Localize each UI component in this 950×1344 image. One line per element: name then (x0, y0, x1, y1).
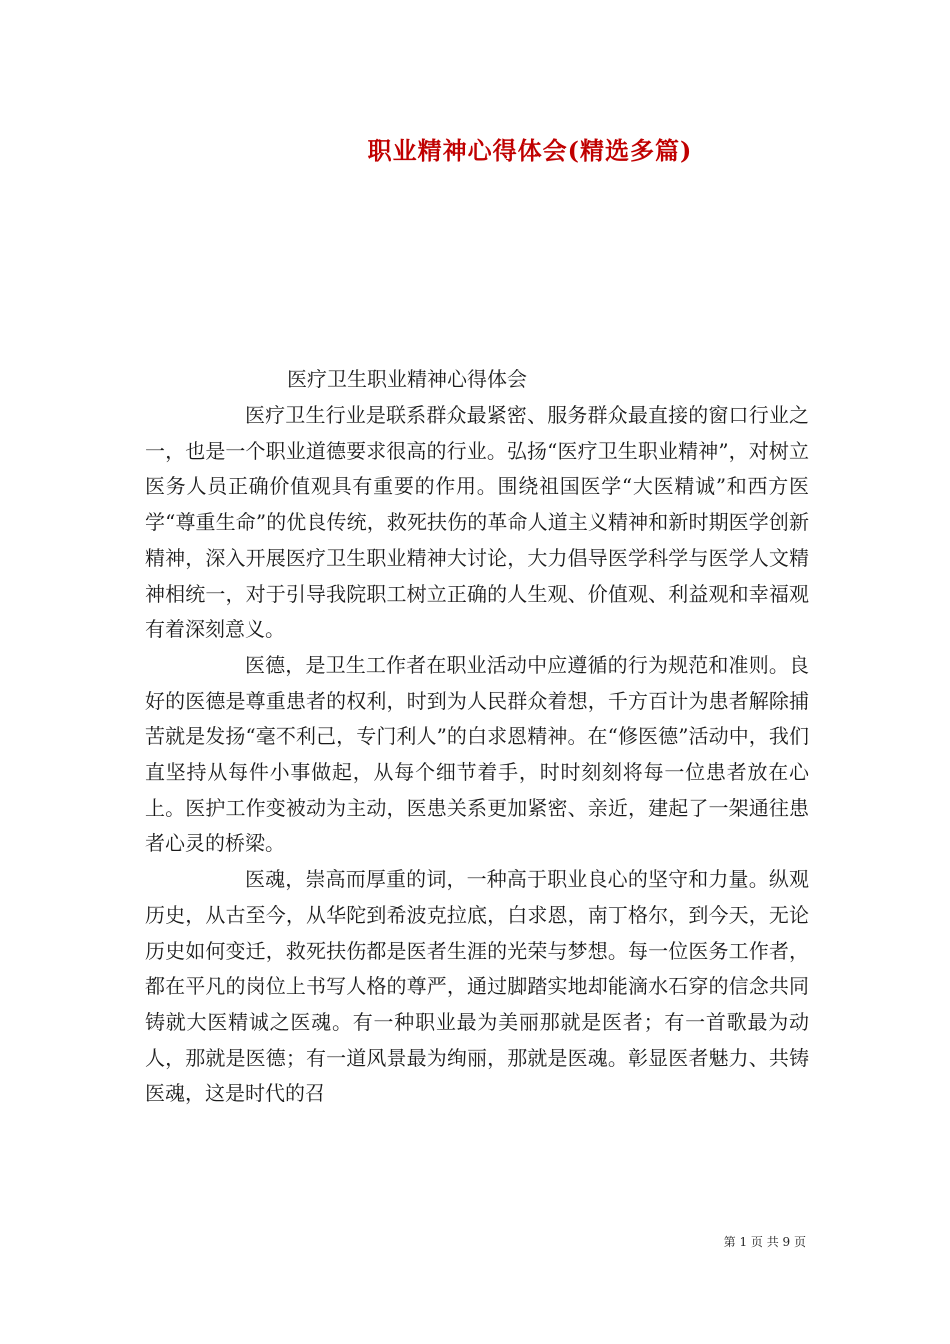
page-footer: 第 1 页 共 9 页 (723, 1235, 806, 1249)
paragraph-2: 医德，是卫生工作者在职业活动中应遵循的行为规范和准则。良好的医德是尊重患者的权利，时到为人民群众着想，千方百计为患者解除捕苦就是发扬“毫不利己，专门利人”的白求恩精神。在“修医德”活动中，我们直坚持从每件小事做起，从每个细节着手，时时刻刻将每一位患者放在心上。医护工作变被动为主动，医患关系更加紧密、亲近，建起了一架通往患者心灵的桥梁。 (145, 652, 809, 856)
document-title-text: 职业精神心得体会(精选多篇) (367, 136, 693, 165)
paragraph-1: 医疗卫生行业是联系群众最紧密、服务群众最直接的窗口行业之一，也是一个职业道德要求很高的行业。弘扬“医疗卫生职业精神”，对树立医务人员正确价值观具有重要的作用。围绕祖国医学“大医精诚”和西方医学“尊重生命”的优良传统，救死扶伤的革命人道主义精神和新时期医学创新精神，深入开展医疗卫生职业精神大讨论，大力倡导医学科学与医学人文精神相统一，对于引导我院职工树立正确的人生观、价值观、利益观和幸福观有着深刻意义。 (145, 403, 809, 642)
paragraph-3: 医魂，崇高而厚重的词，一种高于职业良心的坚守和力量。纵观历史，从古至今，从华陀到希波克拉底，白求恩，南丁格尔，到今天，无论历史如何变迁，救死扶伤都是医者生涯的光荣与梦想。每一位医务工作者，都在平凡的岗位上书写人格的尊严，通过脚踏实地却能滴水石穿的信念共同铸就大医精诚之医魂。有一种职业最为美丽那就是医者；有一首歌最为动人，那就是医德；有一道风景最为绚丽，那就是医魂。彰显医者魅力、共铸医魂，这是时代的召 (145, 867, 809, 1106)
document-body (145, 398, 809, 1112)
section-subtitle: 医疗卫生职业精神心得体会 (287, 367, 527, 391)
document-title (0, 131, 950, 166)
